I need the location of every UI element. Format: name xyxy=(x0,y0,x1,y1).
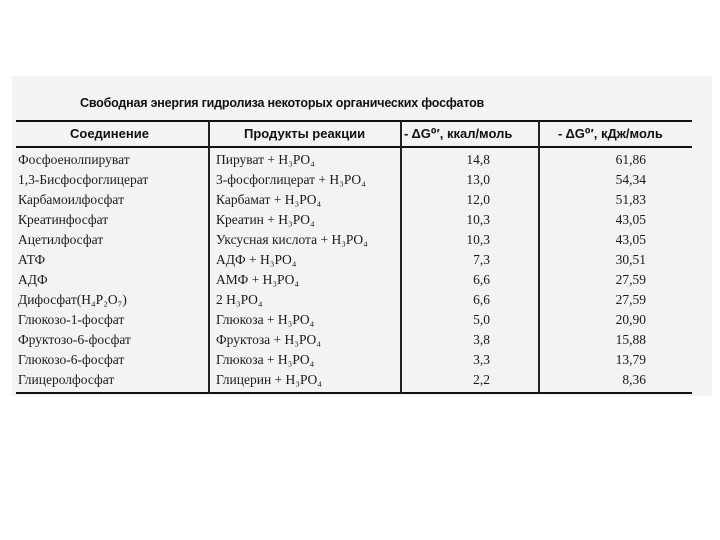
cell-kcal: 3,3 xyxy=(473,352,490,367)
table-row xyxy=(0,190,720,210)
cell-kcal: 14,8 xyxy=(466,152,490,167)
table-row xyxy=(0,210,720,230)
table-row xyxy=(0,250,720,270)
cell-products: Глицерин + H₃PO₄ xyxy=(216,372,322,387)
cell-products: Карбамат + H₃PO₄ xyxy=(216,192,322,207)
cell-kj: 8,36 xyxy=(622,372,646,387)
cell-kj: 27,59 xyxy=(615,272,646,287)
cell-kcal: 3,8 xyxy=(473,332,490,347)
table-row xyxy=(0,330,720,350)
table-bottom-rule xyxy=(16,392,692,394)
cell-kcal: 6,6 xyxy=(473,272,490,287)
cell-kj: 27,59 xyxy=(615,292,646,307)
header-kcal: - ΔG⁰′, ккал/моль xyxy=(404,126,513,141)
cell-kj: 15,88 xyxy=(615,332,646,347)
cell-compound: Креатинфосфат xyxy=(18,212,109,227)
cell-kj: 20,90 xyxy=(615,312,646,327)
cell-products: Уксусная кислота + H₃PO₄ xyxy=(216,232,368,247)
header-kj: - ΔG⁰′, кДж/моль xyxy=(558,126,663,141)
cell-kcal: 7,3 xyxy=(473,252,490,267)
cell-compound: Глюкозо-6-фосфат xyxy=(18,352,125,367)
table-row xyxy=(0,350,720,370)
cell-kcal: 5,0 xyxy=(473,312,490,327)
cell-kcal: 6,6 xyxy=(473,292,490,307)
cell-products: Пируват + H₃PO₄ xyxy=(216,152,315,167)
cell-products: Глюкоза + H₃PO₄ xyxy=(216,312,315,327)
cell-kcal: 12,0 xyxy=(466,192,490,207)
table-row xyxy=(0,170,720,190)
cell-compound: Глюкозо-1-фосфат xyxy=(18,312,125,327)
cell-products: Креатин + H₃PO₄ xyxy=(216,212,315,227)
cell-compound: Фосфоенолпируват xyxy=(18,152,130,167)
cell-kj: 30,51 xyxy=(615,252,646,267)
cell-compound: Дифосфат(H₄P₂O₇) xyxy=(18,292,127,307)
cell-kcal: 10,3 xyxy=(466,212,490,227)
cell-kj: 51,83 xyxy=(615,192,646,207)
header-products: Продукты реакции xyxy=(244,126,366,141)
cell-compound: Ацетилфосфат xyxy=(18,232,104,247)
cell-kj: 43,05 xyxy=(615,212,646,227)
cell-kcal: 2,2 xyxy=(473,372,490,387)
table-header-rule xyxy=(16,146,692,148)
cell-compound: Фруктозо-6-фосфат xyxy=(18,332,131,347)
table-top-rule xyxy=(16,120,692,122)
header-compound: Соединение xyxy=(70,126,149,141)
table-row xyxy=(0,290,720,310)
cell-kcal: 13,0 xyxy=(466,172,490,187)
cell-products: 2 H₃PO₄ xyxy=(216,292,263,307)
cell-compound: Глицеролфосфат xyxy=(18,372,115,387)
cell-products: 3-фосфоглицерат + H₃PO₄ xyxy=(216,172,366,187)
cell-products: Фруктоза + H₃PO₄ xyxy=(216,332,321,347)
cell-compound: 1,3-Бисфосфоглицерат xyxy=(18,172,149,187)
cell-kj: 54,34 xyxy=(615,172,646,187)
cell-compound: АДФ xyxy=(18,272,48,287)
table-caption: Свободная энергия гидролиза некоторых органических фосфатов xyxy=(80,96,484,110)
cell-products: Глюкоза + H₃PO₄ xyxy=(216,352,315,367)
cell-compound: АТФ xyxy=(18,252,46,267)
cell-kj: 13,79 xyxy=(615,352,646,367)
table-row xyxy=(0,270,720,290)
table-row xyxy=(0,230,720,250)
cell-kj: 43,05 xyxy=(615,232,646,247)
table-row xyxy=(0,150,720,170)
cell-kj: 61,86 xyxy=(615,152,646,167)
cell-compound: Карбамоилфосфат xyxy=(18,192,124,207)
cell-products: АДФ + H₃PO₄ xyxy=(216,252,297,267)
table-row xyxy=(0,370,720,390)
cell-products: АМФ + H₃PO₄ xyxy=(216,272,300,287)
cell-kcal: 10,3 xyxy=(466,232,490,247)
table-row xyxy=(0,310,720,330)
table-body xyxy=(0,150,720,390)
